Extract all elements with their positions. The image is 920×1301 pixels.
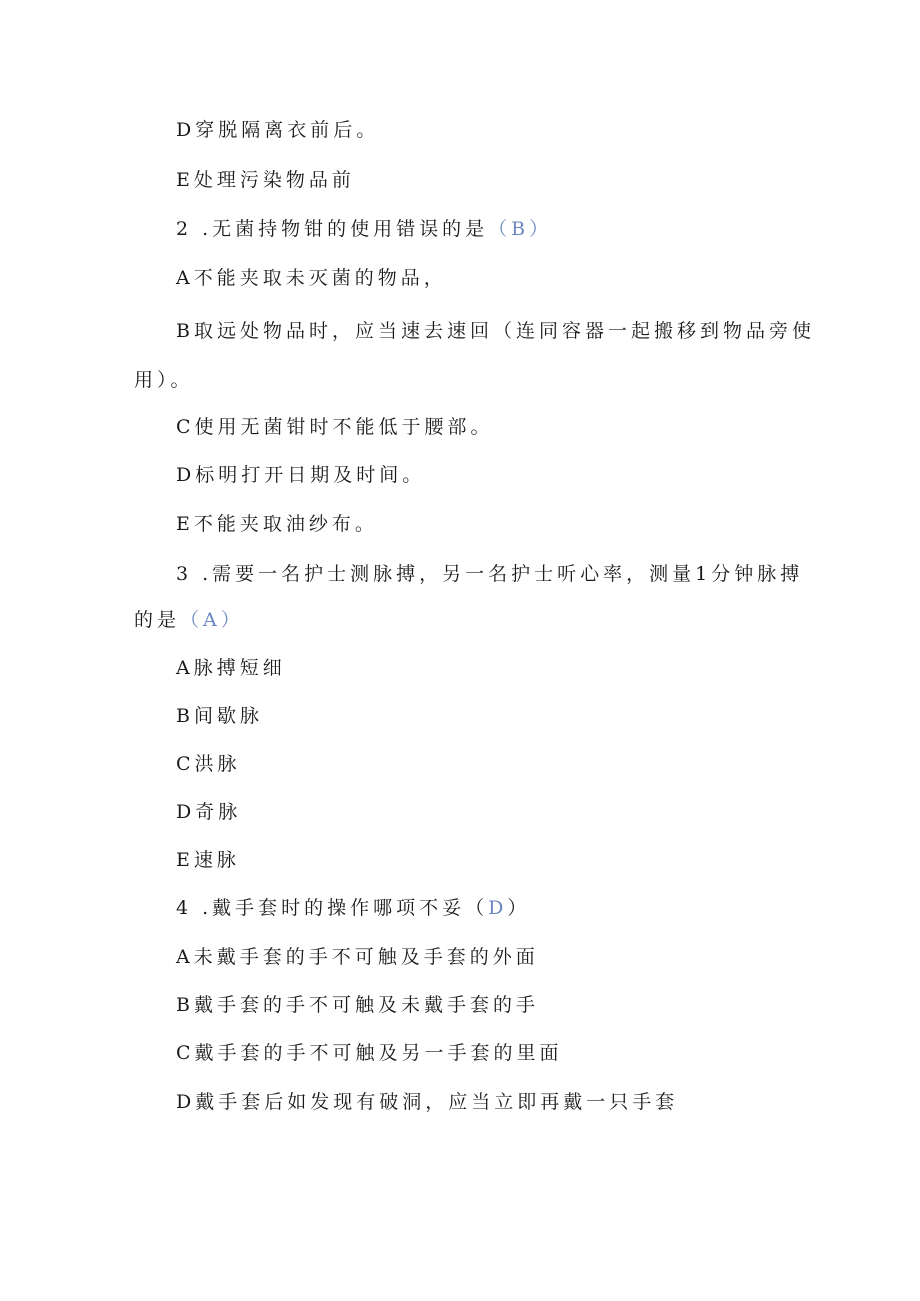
answer-mark: （B） — [488, 218, 553, 240]
option-d-q4: D戴手套后如发现有破洞，应当立即再戴一只手套 — [176, 1091, 679, 1113]
option-c-q3: C洪脉 — [176, 753, 241, 775]
option-d-q2: D标明打开日期及时间。 — [176, 464, 426, 486]
question-text: 3 .需要一名护士测脉搏，另一名护士听心率，测量1分钟脉搏 — [176, 563, 804, 585]
question-2 — [176, 217, 552, 241]
option-b-q2: B取远处物品时，应当速去速回（连同容器一起搬移到物品旁使 — [176, 320, 815, 342]
option-e-q3: E速脉 — [176, 849, 240, 871]
option-c-q4: C戴手套的手不可触及另一手套的里面 — [176, 1042, 563, 1064]
option-b-q3: B间歇脉 — [176, 705, 263, 727]
question-4: 4 .戴手套时的操作哪项不妥（D） — [176, 897, 531, 919]
option-a-q2: A不能夹取未灭菌的物品， — [176, 267, 447, 289]
option-a-q3: A脉搏短细 — [176, 657, 286, 679]
question-text: 2 .无菌持物钳的使用错误的是 — [176, 218, 489, 240]
option-b-q2-continued: 用）。 — [134, 369, 194, 391]
option-c-q2: C使用无菌钳时不能低于腰部。 — [176, 416, 494, 438]
option-e-q1: E处理污染物品前 — [176, 169, 355, 191]
option-a-q4: A未戴手套的手不可触及手套的外面 — [176, 946, 539, 968]
answer-mark: （A） — [180, 609, 244, 631]
question-3 — [176, 562, 803, 586]
question-text: 4 .戴手套时的操作哪项不妥（ — [176, 897, 489, 919]
question-3-continued: 的是（A） — [134, 609, 244, 631]
option-d-q1: D穿脱隔离衣前后。 — [176, 119, 380, 141]
option-d-q3: D奇脉 — [176, 801, 242, 823]
option-b-q4: B戴手套的手不可触及未戴手套的手 — [176, 994, 539, 1016]
option-e-q2: E不能夹取油纱布。 — [176, 513, 378, 535]
answer-mark: D — [488, 897, 508, 919]
